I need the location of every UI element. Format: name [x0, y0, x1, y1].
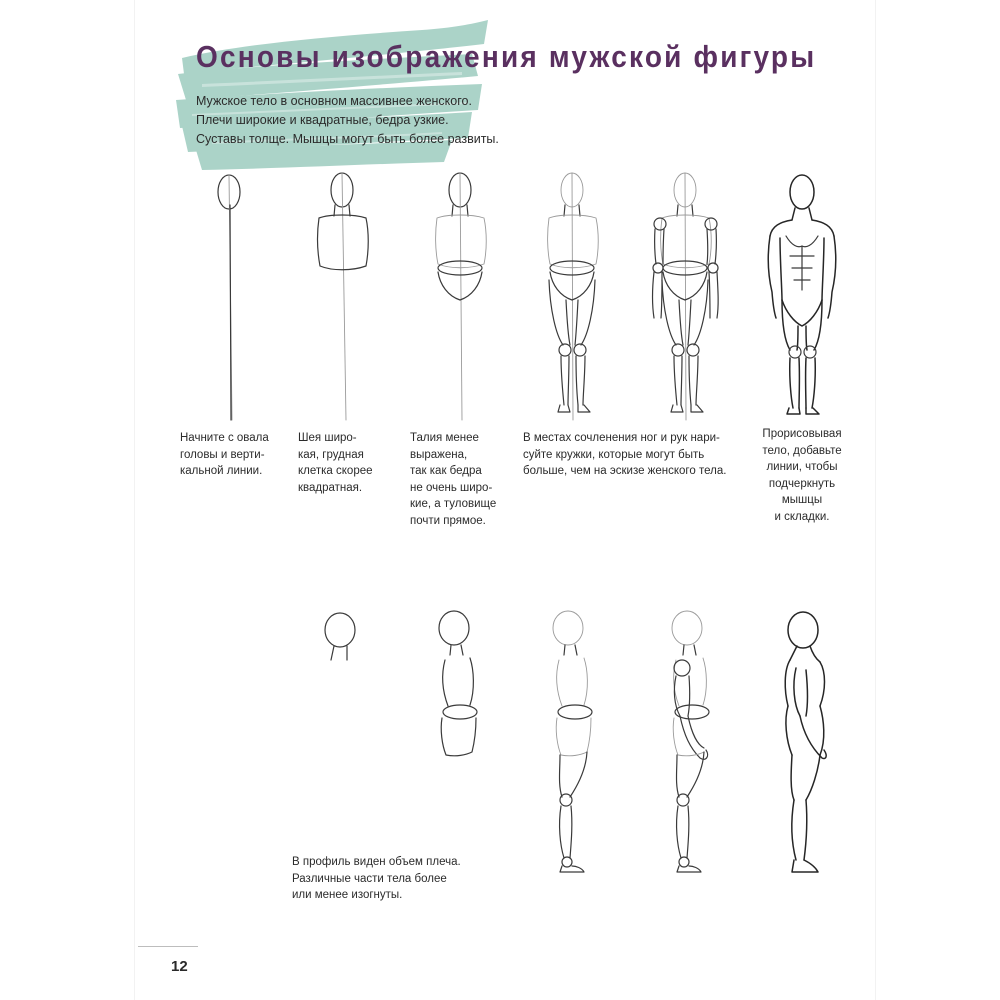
front-figure-step-2	[318, 173, 369, 420]
caption-line: Шея широ-	[298, 432, 357, 444]
caption-line: подчеркнуть	[768, 477, 836, 490]
profile-figure-step-5	[785, 612, 826, 872]
caption-line: Различные части тела более	[292, 872, 447, 885]
caption-line: мышцы	[781, 494, 823, 506]
caption-line: почти прямое.	[410, 514, 486, 527]
front-figure-step-1	[218, 175, 240, 420]
profile-figure-step-4	[672, 611, 709, 872]
caption-line: кая, грудная	[298, 448, 364, 461]
caption-line: линии, чтобы	[766, 461, 838, 473]
page-title: Основы изображения мужской фигуры	[196, 40, 817, 74]
profile-figure-step-1	[325, 613, 355, 660]
caption-line: головы и верти-	[180, 448, 265, 461]
intro-line: Мужское тело в основном массивнее женского.	[196, 94, 472, 108]
front-figure-step-5	[653, 173, 719, 420]
caption-line: не очень широ-	[410, 481, 493, 494]
profile-figure-step-2	[439, 611, 477, 756]
caption-line: кальной линии.	[180, 465, 263, 477]
page-number: 12	[171, 958, 188, 975]
caption-line: Прорисовывая	[762, 428, 842, 440]
profile-figure-step-3	[553, 611, 592, 872]
caption-line: суйте кружки, которые могут быть	[523, 448, 705, 461]
caption-line: и складки.	[774, 510, 830, 523]
caption-line: квадратная.	[298, 481, 363, 494]
caption-line: кие, а туловище	[410, 498, 497, 510]
caption-step-3	[410, 430, 496, 529]
caption-step-4	[523, 430, 726, 480]
caption-profile	[292, 854, 461, 904]
front-figure-step-3	[436, 173, 487, 420]
caption-line: Начните с овала	[180, 432, 269, 444]
caption-line: Талия менее	[410, 432, 479, 444]
front-figure-step-6	[768, 175, 835, 414]
caption-line: выражена,	[410, 448, 468, 461]
caption-line: или менее изогнуты.	[292, 889, 403, 901]
caption-line: тело, добавьте	[762, 444, 842, 457]
intro-line: Плечи широкие и квадратные, бедра узкие.	[196, 113, 449, 127]
caption-line: клетка скорее	[298, 465, 373, 477]
caption-line: В местах сочленения ног и рук нари-	[523, 432, 720, 444]
intro-line: Суставы толще. Мышцы могут быть более развиты.	[196, 132, 499, 146]
caption-step-5	[752, 426, 852, 525]
caption-line: В профиль виден объем плеча.	[292, 856, 461, 868]
caption-step-2	[298, 430, 373, 496]
caption-step-1	[180, 430, 269, 480]
footer-rule	[138, 946, 198, 947]
front-figure-step-4	[548, 173, 599, 420]
caption-line: больше, чем на эскизе женского тела.	[523, 465, 727, 477]
caption-line: так как бедра	[410, 465, 482, 477]
